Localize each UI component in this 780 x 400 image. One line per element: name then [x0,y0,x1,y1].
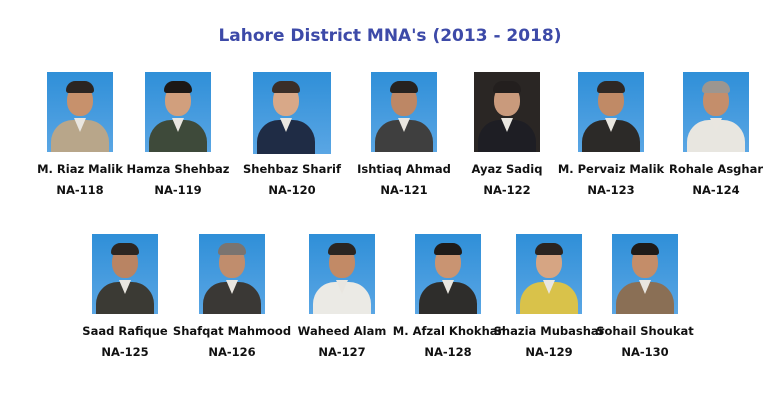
member-card [172,234,292,359]
portrait-photo [474,72,540,152]
member-name: M. Riaz Malik [37,162,123,176]
constituency-label: NA-130 [621,345,669,359]
member-name: Saad Rafique [82,324,168,338]
portrait-photo [145,72,211,152]
member-card [344,72,464,197]
constituency-label: NA-124 [692,183,740,197]
portrait-photo [47,72,113,152]
constituency-label: NA-123 [587,183,635,197]
portrait-photo [578,72,644,152]
portrait-photo [92,234,158,314]
member-card [656,72,776,197]
constituency-label: NA-128 [424,345,472,359]
member-name: Shafqat Mahmood [172,324,292,338]
member-card [118,72,238,197]
member-card [65,234,185,359]
constituency-label: NA-125 [101,345,149,359]
member-name: Ishtiaq Ahmad [357,162,451,176]
portrait-photo [199,234,265,314]
portrait-photo [415,234,481,314]
member-name: Waheed Alam [297,324,387,338]
member-name: M. Afzal Khokhar [392,324,504,338]
portrait-photo [309,234,375,314]
member-card [232,72,352,197]
constituency-label: NA-118 [56,183,104,197]
member-card [447,72,567,197]
member-name: Sohail Shoukat [596,324,694,338]
member-name: Shazia Mubashar [493,324,605,338]
member-card [585,234,705,359]
constituency-label: NA-129 [525,345,573,359]
member-name: Rohale Asghar [668,162,764,176]
portrait-photo [253,72,331,154]
portrait-photo [516,234,582,314]
member-card [282,234,402,359]
constituency-label: NA-122 [483,183,531,197]
page-title: Lahore District MNA's (2013 - 2018) [218,26,562,46]
constituency-label: NA-126 [208,345,256,359]
constituency-label: NA-127 [318,345,366,359]
portrait-photo [612,234,678,314]
member-card [551,72,671,197]
constituency-label: NA-119 [154,183,202,197]
constituency-label: NA-120 [268,183,316,197]
member-name: Shehbaz Sharif [243,162,341,176]
member-name: Ayaz Sadiq [471,162,543,176]
portrait-photo [683,72,749,152]
member-name: Hamza Shehbaz [126,162,230,176]
portrait-photo [371,72,437,152]
constituency-label: NA-121 [380,183,428,197]
member-name: M. Pervaiz Malik [557,162,665,176]
